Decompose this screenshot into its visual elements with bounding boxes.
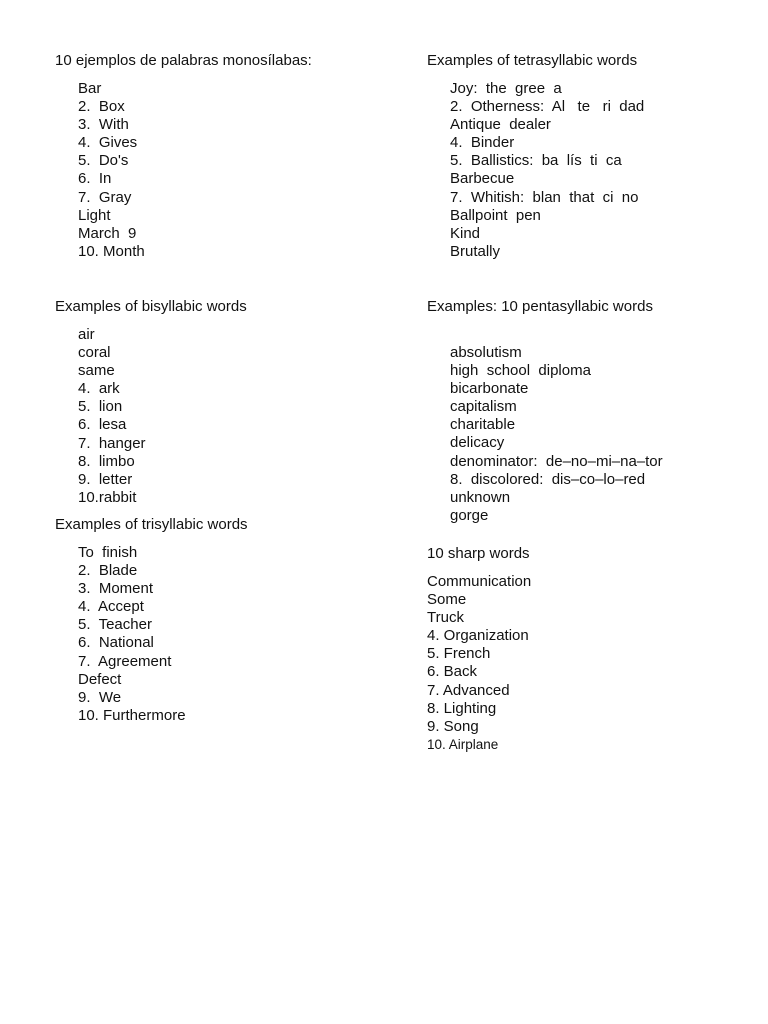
list-item: 6. lesa (78, 416, 127, 434)
list-item: 7. Agreement (78, 652, 172, 670)
list-item: gorge (450, 506, 489, 524)
trisyllabic-section (55, 516, 248, 725)
list-item: Kind (450, 224, 481, 242)
list-item: delicacy (450, 434, 505, 452)
list-item: 10. Furthermore (78, 706, 186, 724)
list-item: Defect (78, 670, 122, 688)
list-item: 9. We (78, 688, 122, 706)
list-item: 7. hanger (78, 434, 146, 452)
list-item: 7. Advanced (427, 681, 510, 699)
list-item: 7. Whitish: blan that ci no (450, 188, 639, 206)
list-item: Bar (78, 80, 102, 97)
trisyllabic-list (55, 544, 248, 725)
trisyllabic-heading: Examples of trisyllabic words (55, 516, 248, 533)
list-item: 7. Gray (78, 188, 132, 206)
list-item: air (78, 326, 95, 343)
list-item: 10.rabbit (78, 488, 137, 506)
bisyllabic-section (55, 298, 247, 507)
list-item: same (78, 362, 115, 380)
list-item: March 9 (78, 224, 137, 242)
list-item: 5. Teacher (78, 616, 152, 634)
list-item: bicarbonate (450, 380, 529, 398)
list-item: capitalism (450, 398, 517, 416)
list-item: Ballpoint pen (450, 206, 541, 224)
list-item: 9. letter (78, 470, 133, 488)
list-item: Joy: the gree a (450, 80, 562, 97)
list-item: 6. In (78, 170, 112, 188)
tetrasyllabic-heading: Examples of tetrasyllabic words (427, 52, 638, 69)
list-item: Truck (427, 609, 464, 627)
list-item: 4. ark (78, 380, 120, 398)
sharp-list (427, 573, 531, 754)
list-item: 4. Accept (78, 598, 144, 616)
list-item: 4. Binder (450, 134, 515, 152)
pentasyllabic-section (427, 298, 663, 525)
list-item: Some (427, 591, 467, 609)
pentasyllabic-heading: Examples: 10 pentasyllabic words (427, 298, 653, 315)
list-item: 3. With (78, 116, 129, 134)
list-item: 5. lion (78, 398, 123, 416)
list-item: 4. Organization (427, 627, 529, 645)
list-item: 2. Otherness: Al te ri dad (450, 98, 645, 116)
list-item: 10. Month (78, 242, 145, 260)
sharp-section (427, 545, 531, 754)
monosyllabic-list (55, 80, 312, 261)
list-item: 8. limbo (78, 452, 135, 470)
list-item: 4. Gives (78, 134, 138, 152)
list-item: unknown (450, 488, 511, 506)
sharp-heading: 10 sharp words (427, 545, 530, 562)
bisyllabic-heading: Examples of bisyllabic words (55, 298, 247, 315)
list-item: charitable (450, 416, 516, 434)
list-item: absolutism (450, 344, 522, 361)
list-item: 3. Moment (78, 580, 154, 598)
monosyllabic-section (55, 52, 312, 261)
list-item: 5. Do's (78, 152, 129, 170)
list-item: 5. French (427, 645, 491, 663)
list-item: Antique dealer (450, 116, 551, 134)
list-item: 9. Song (427, 717, 479, 735)
list-item: Barbecue (450, 170, 515, 188)
list-item: high school diploma (450, 362, 591, 380)
list-item: 8. Lighting (427, 699, 497, 717)
list-item: 5. Ballistics: ba lís ti ca (450, 152, 622, 170)
list-item: 10. Airplane (427, 736, 499, 752)
bisyllabic-list (55, 326, 247, 507)
list-item: 6. Back (427, 663, 478, 681)
list-item: To finish (78, 544, 138, 561)
list-item: 2. Blade (78, 562, 138, 580)
list-item: coral (78, 344, 111, 362)
list-item: 2. Box (78, 98, 125, 116)
tetrasyllabic-section (427, 52, 644, 261)
list-item: Brutally (450, 242, 501, 260)
monosyllabic-heading: 10 ejemplos de palabras monosílabas: (55, 52, 312, 69)
list-item: Light (78, 206, 111, 224)
tetrasyllabic-list (427, 80, 644, 261)
list-item: Communication (427, 573, 532, 590)
list-item: denominator: de–no–mi–na–tor (450, 452, 663, 470)
pentasyllabic-list (427, 344, 663, 525)
list-item: 8. discolored: dis–co–lo–red (450, 470, 646, 488)
list-item: 6. National (78, 634, 154, 652)
